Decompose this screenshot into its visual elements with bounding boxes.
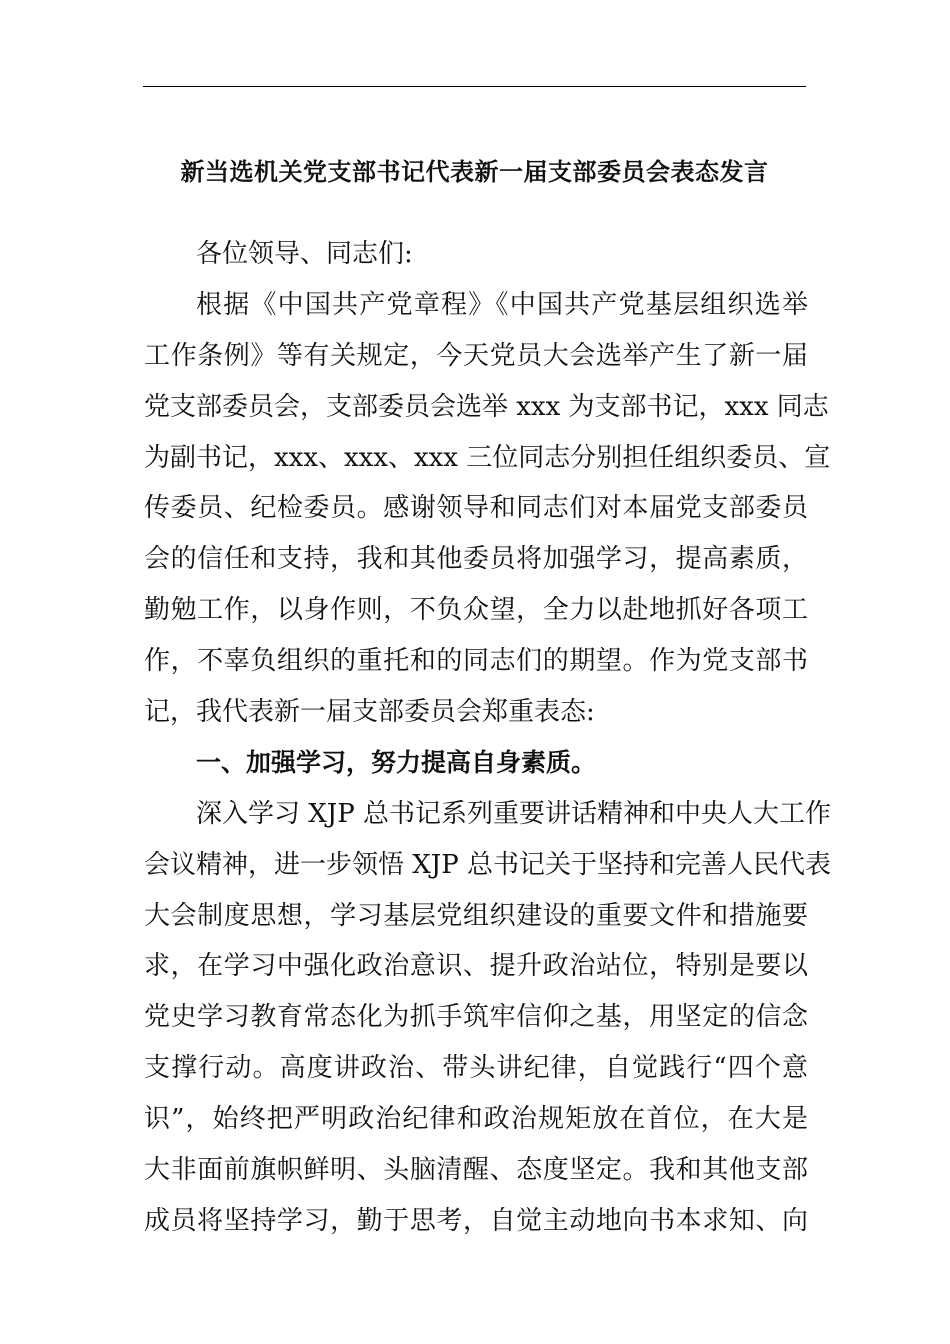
header-rule bbox=[143, 86, 806, 87]
paragraph-1-line: 根据《中国共产党章程》《中国共产党基层组织选举 bbox=[196, 289, 808, 320]
paragraph-1-line: 勤勉工作，以身作则，不负众望，全力以赴地抓好各项工 bbox=[144, 595, 808, 626]
paragraph-2-line: 大非面前旗帜鲜明、头脑清醒、态度坚定。我和其他支部 bbox=[144, 1155, 808, 1186]
paragraph-1-line: 为副书记，xxx、xxx、xxx 三位同志分别担任组织委员、宣 bbox=[144, 442, 831, 473]
document-title: 新当选机关党支部书记代表新一届支部委员会表态发言 bbox=[180, 158, 769, 186]
paragraph-2-line: 求，在学习中强化政治意识、提升政治站位，特别是要以 bbox=[144, 951, 808, 982]
paragraph-1-line: 会的信任和支持，我和其他委员将加强学习，提高素质， bbox=[144, 544, 808, 575]
document-body bbox=[144, 229, 831, 1247]
paragraph-1-line: 工作条例》等有关规定，今天党员大会选举产生了新一届 bbox=[144, 340, 808, 371]
paragraph-1-line: 党支部委员会，支部委员会选举 xxx 为支部书记，xxx 同志 bbox=[144, 391, 829, 422]
paragraph-2-line: 大会制度思想，学习基层党组织建设的重要文件和措施要 bbox=[144, 900, 808, 931]
paragraph-2-line: 深入学习 XJP 总书记系列重要讲话精神和中央人大工作 bbox=[196, 798, 831, 829]
paragraph-2-line: 成员将坚持学习，勤于思考，自觉主动地向书本求知、向 bbox=[144, 1205, 808, 1236]
paragraph-1-line: 记，我代表新一届支部委员会郑重表态: bbox=[144, 697, 595, 728]
salutation: 各位领导、同志们: bbox=[196, 239, 413, 269]
paragraph-2-line: 会议精神，进一步领悟 XJP 总书记关于坚持和完善人民代表 bbox=[144, 849, 831, 880]
paragraph-1-line: 作，不辜负组织的重托和的同志们的期望。作为党支部书 bbox=[144, 646, 808, 677]
section-heading-1: 一、加强学习，努力提高自身素质。 bbox=[196, 747, 597, 777]
paragraph-2-line: 识”，始终把严明政治纪律和政治规矩放在首位，在大是 bbox=[144, 1104, 808, 1135]
paragraph-1-line: 传委员、纪检委员。感谢领导和同志们对本届党支部委员 bbox=[144, 493, 808, 524]
paragraph-2-line: 支撑行动。高度讲政治、带头讲纪律，自觉践行“四个意 bbox=[144, 1053, 808, 1084]
paragraph-2-line: 党史学习教育常态化为抓手筑牢信仰之基，用坚定的信念 bbox=[144, 1002, 808, 1033]
